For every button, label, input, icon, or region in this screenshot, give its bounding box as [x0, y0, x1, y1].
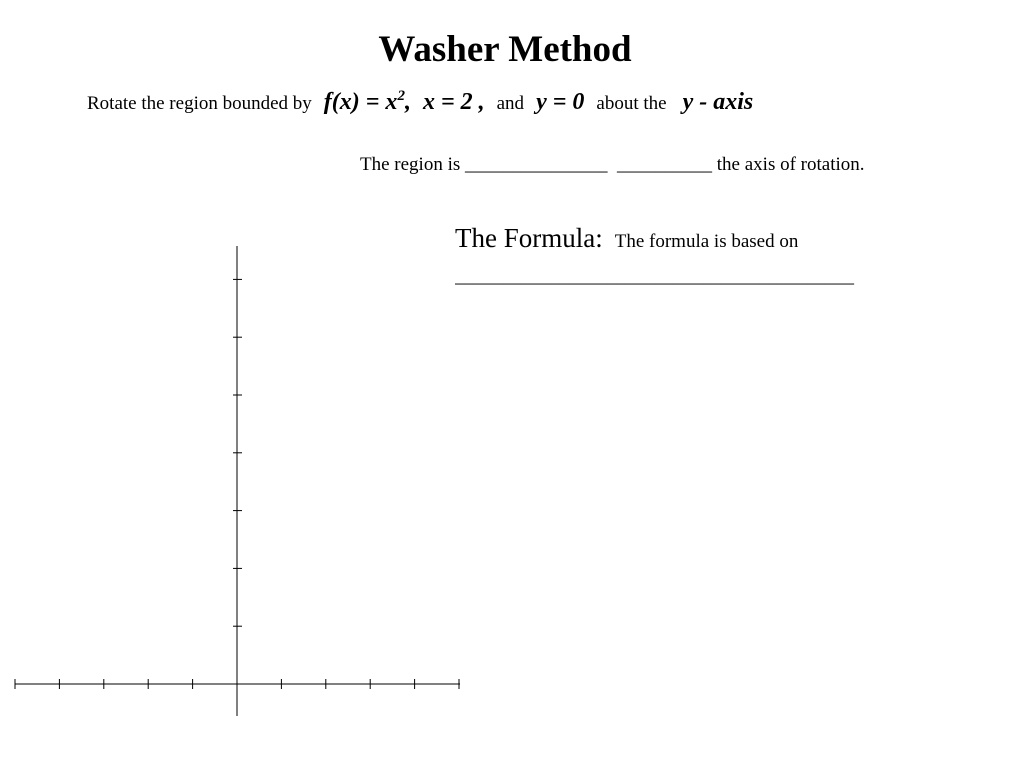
function-tail: , — [404, 89, 411, 115]
region-blank-2: __________ — [617, 154, 713, 175]
formula-blank-line: __________________________________________ — [455, 266, 854, 287]
problem-statement — [87, 82, 753, 125]
bound-y-equation: y = 0 — [536, 89, 585, 115]
page-title: Washer Method — [378, 29, 632, 70]
function-exponent: 2 — [397, 88, 405, 104]
function-expression — [324, 89, 411, 115]
region-statement — [360, 152, 865, 178]
prompt-conjunction: and — [496, 93, 525, 114]
formula-text: The formula is based on — [614, 231, 799, 252]
coordinate-axes — [0, 230, 480, 730]
prompt-about: about the — [596, 93, 667, 114]
region-blank-1: _______________ — [465, 154, 608, 175]
function-base: f(x) = x — [323, 89, 398, 115]
bound-x-equation: x = 2 , — [422, 89, 485, 115]
prompt-lead: Rotate the region bounded by — [87, 93, 312, 114]
region-lead: The region is — [360, 154, 461, 175]
rotation-axis: y - axis — [682, 89, 754, 115]
formula-heading: The Formula: — [455, 223, 603, 253]
formula-section — [455, 220, 798, 261]
region-tail: the axis of rotation. — [716, 154, 865, 175]
